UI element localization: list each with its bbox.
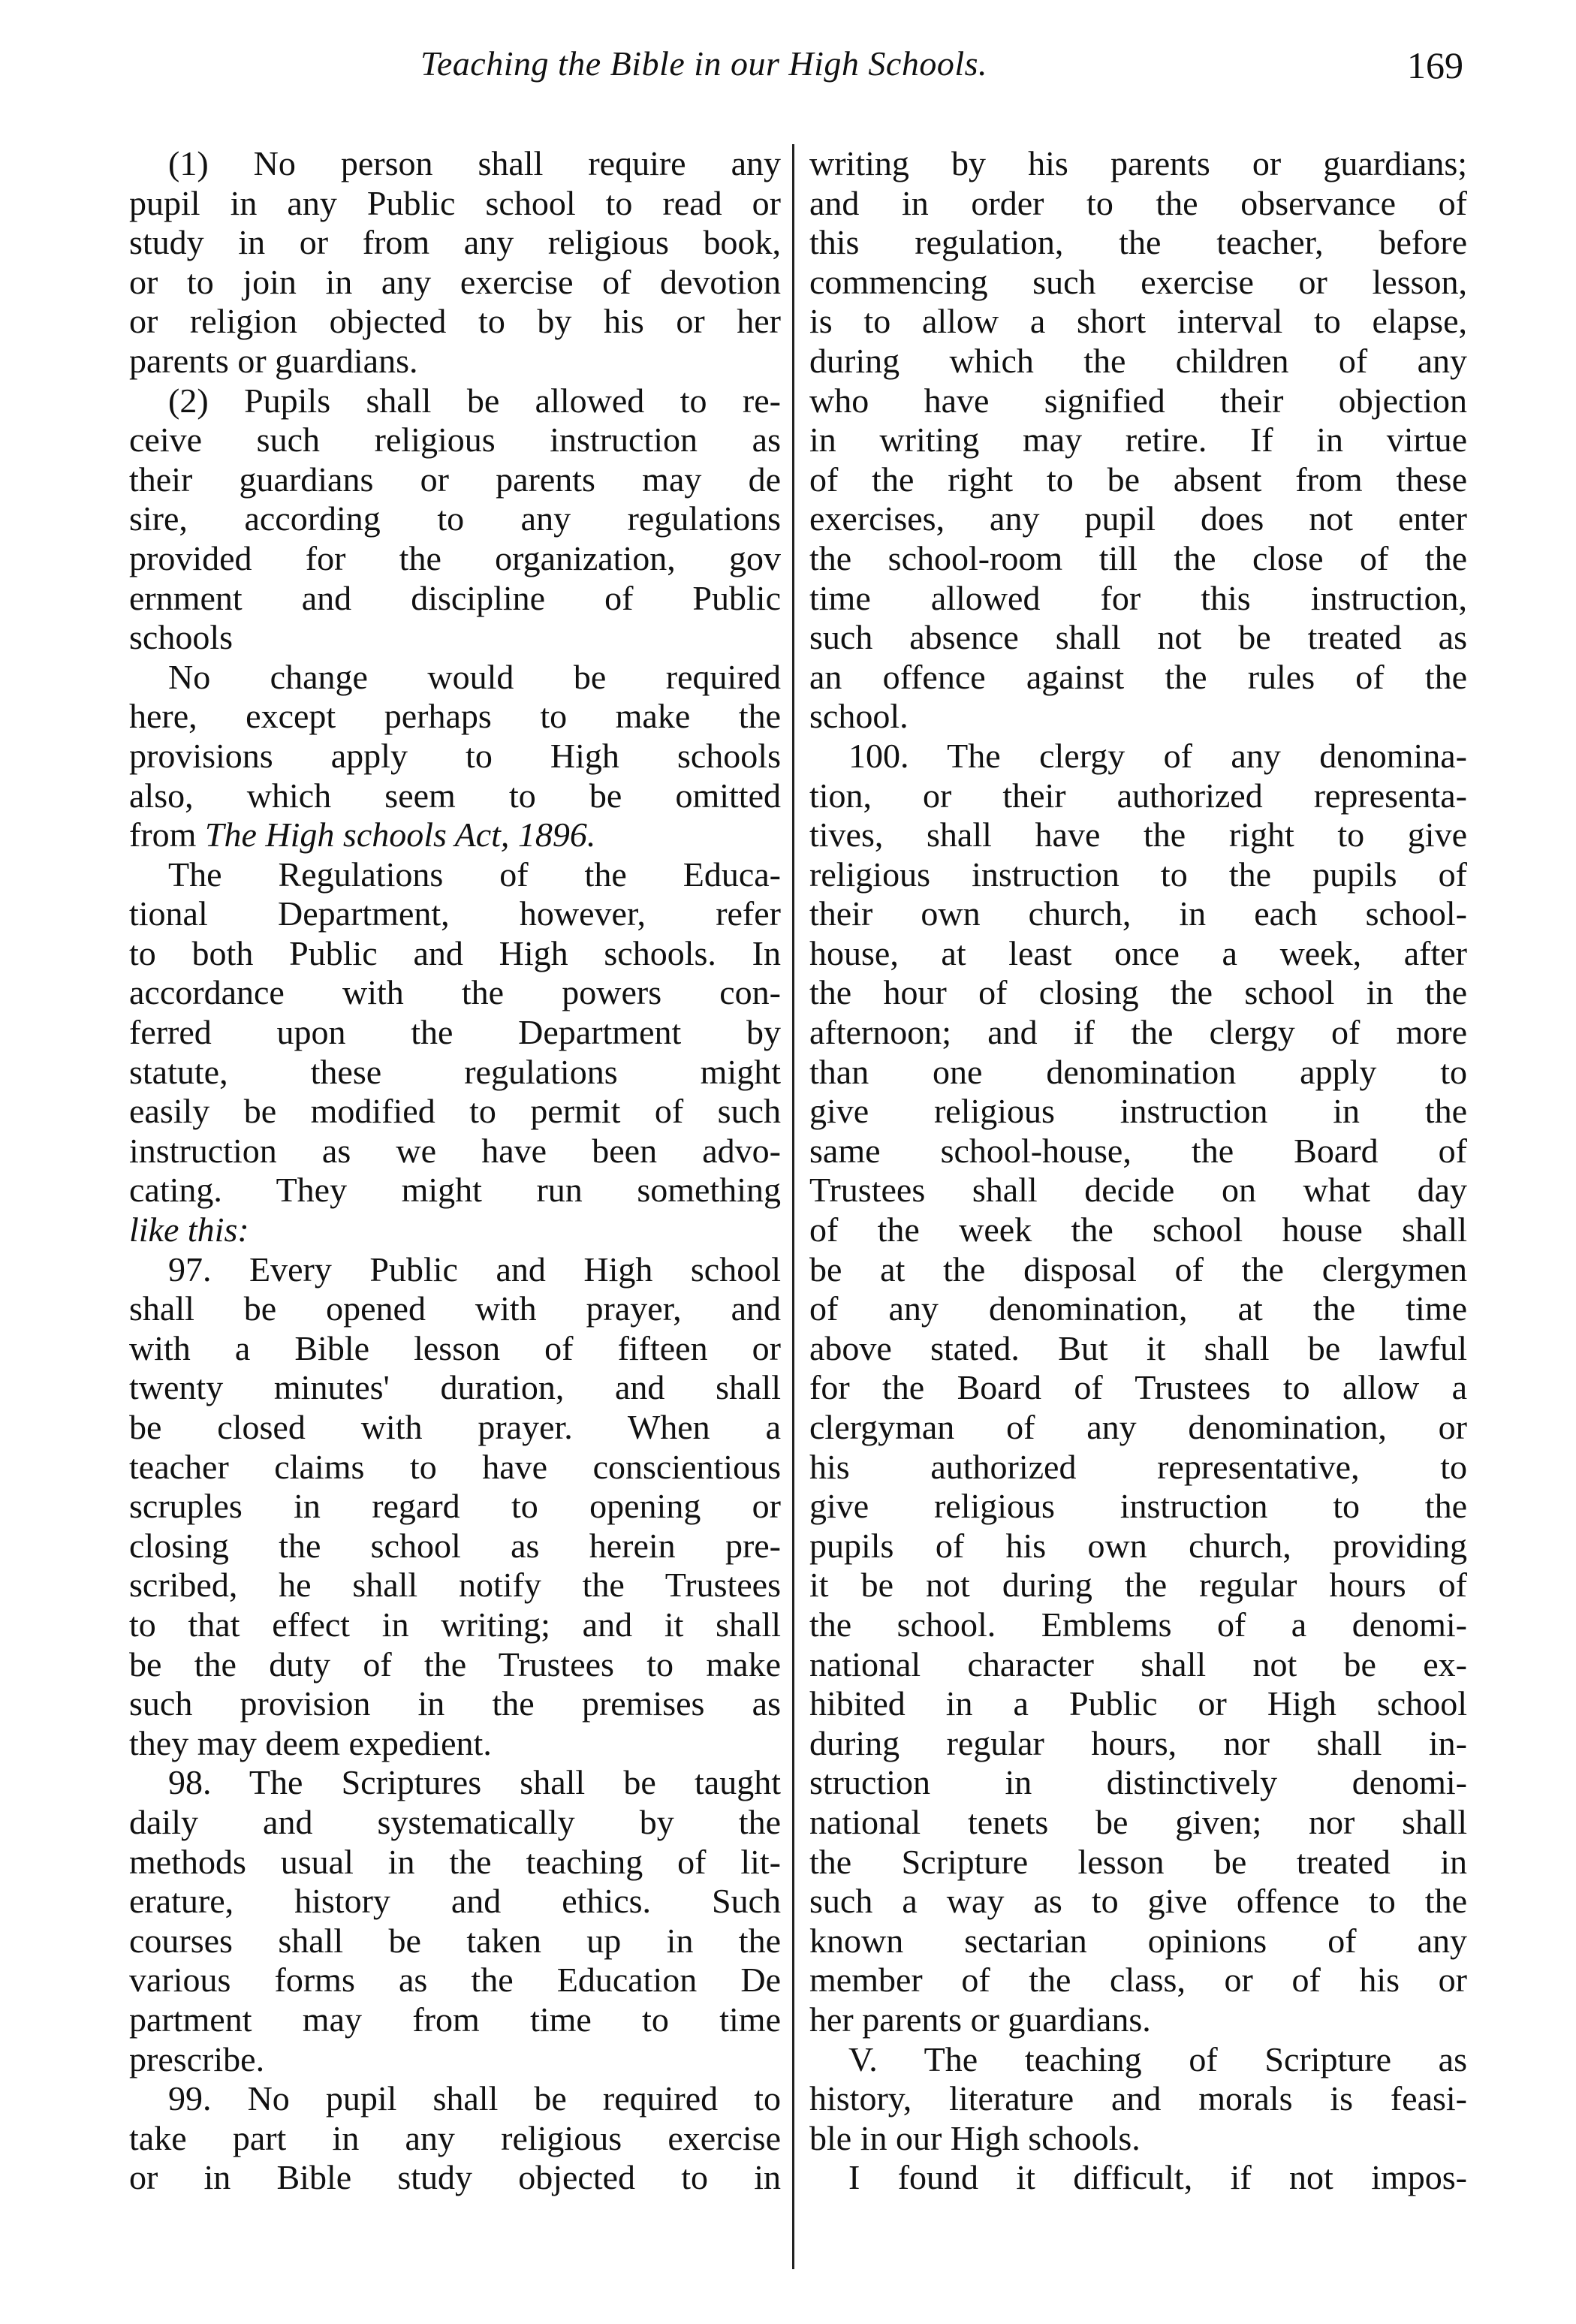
text-run: it be not during the regular hours of — [809, 1566, 1467, 1605]
text-line — [809, 342, 1467, 381]
text-run: such absence shall not be treated as — [809, 618, 1467, 657]
text-run: I found it difficult, if not impos- — [848, 2158, 1467, 2197]
text-line — [809, 1605, 1467, 1645]
text-line — [809, 144, 1467, 184]
text-line — [129, 1210, 781, 1250]
text-line — [809, 1487, 1467, 1527]
text-run: provided for the organization, gov — [129, 538, 781, 577]
text-line — [129, 1724, 781, 1764]
text-run: the school. Emblems of a denomi- — [809, 1605, 1467, 1644]
italic-text: like this: — [129, 1210, 249, 1249]
text-line — [809, 1448, 1467, 1488]
text-line — [129, 855, 781, 895]
text-run: sire, according to any regulations — [129, 499, 781, 538]
text-run: afternoon; and if the clergy of more — [809, 1013, 1467, 1052]
text-line — [129, 1684, 781, 1724]
text-run: clergyman of any denomination, or — [809, 1408, 1467, 1446]
text-line — [129, 658, 781, 698]
text-run: 100. The clergy of any denomina- — [848, 736, 1467, 775]
text-line — [129, 263, 781, 303]
text-line — [129, 1882, 781, 1922]
text-run: during which the children of any — [809, 341, 1467, 380]
text-line — [129, 1368, 781, 1408]
text-line — [129, 1605, 781, 1645]
text-line — [809, 460, 1467, 500]
text-run: or religion objected to by his or her — [129, 302, 781, 341]
text-line — [129, 1250, 781, 1290]
text-line — [809, 894, 1467, 934]
text-line — [129, 302, 781, 342]
text-line — [809, 1132, 1467, 1171]
text-line — [129, 1803, 781, 1843]
text-line — [129, 144, 781, 184]
text-line — [129, 1487, 781, 1527]
text-run: give religious instruction to the — [809, 1487, 1467, 1526]
text-line — [809, 1053, 1467, 1093]
text-line — [809, 1527, 1467, 1566]
text-line — [809, 263, 1467, 303]
text-run: scruples in regard to opening or — [129, 1487, 781, 1526]
text-run: time allowed for this instruction, — [809, 578, 1467, 617]
text-line — [809, 184, 1467, 224]
text-line — [809, 223, 1467, 263]
text-line — [809, 1013, 1467, 1053]
text-run: give religious instruction in the — [809, 1092, 1467, 1131]
text-line — [129, 1922, 781, 1961]
text-line — [129, 697, 781, 737]
text-line — [809, 1289, 1467, 1329]
text-line — [129, 2158, 781, 2198]
text-run: national character shall not be ex- — [809, 1644, 1467, 1683]
text-run: such provision in the premises as — [129, 1684, 781, 1723]
text-run: take part in any religious exercise — [129, 2118, 781, 2157]
text-run: than one denomination apply to — [809, 1052, 1467, 1091]
column-divider — [792, 144, 794, 2269]
text-line — [129, 1961, 781, 2000]
text-line — [129, 1408, 781, 1448]
text-run: of any denomination, at the time — [809, 1289, 1467, 1328]
text-line — [809, 737, 1467, 776]
text-line — [809, 1645, 1467, 1685]
text-line — [809, 499, 1467, 539]
text-run: partment may from time to time — [129, 2000, 781, 2039]
text-line — [129, 618, 781, 658]
text-line — [809, 579, 1467, 619]
text-line — [129, 381, 781, 421]
text-run: to both Public and High schools. In — [129, 933, 781, 972]
text-run: also, which seem to be omitted — [129, 776, 781, 815]
text-line — [809, 302, 1467, 342]
text-run: erature, history and ethics. Such — [129, 1882, 781, 1921]
text-line — [129, 2000, 781, 2040]
text-line — [809, 2119, 1467, 2159]
text-line — [129, 579, 781, 619]
text-run: provisions apply to High schools — [129, 736, 781, 775]
text-line — [129, 499, 781, 539]
text-line — [129, 342, 781, 381]
text-run: study in or from any religious book, — [129, 223, 781, 262]
text-run: the hour of closing the school in the — [809, 973, 1467, 1012]
text-run: ceive such religious instruction as — [129, 420, 781, 460]
text-run: tional Department, however, refer — [129, 894, 781, 933]
text-run: parents or guardians. — [129, 341, 418, 380]
text-line — [809, 618, 1467, 658]
text-line — [809, 1171, 1467, 1210]
text-line — [129, 1013, 781, 1053]
text-run: with a Bible lesson of fifteen or — [129, 1328, 781, 1367]
text-line — [129, 1448, 781, 1488]
text-line — [809, 1922, 1467, 1961]
text-run: school. — [809, 697, 909, 736]
running-title: Teaching the Bible in our High Schools. — [420, 44, 988, 83]
text-run: the school-room till the close of the — [809, 538, 1467, 577]
text-line — [809, 973, 1467, 1013]
text-line — [809, 1961, 1467, 2000]
text-run: tives, shall have the right to give — [809, 815, 1467, 855]
text-line — [809, 1408, 1467, 1448]
text-run: of the right to be absent from these — [809, 460, 1467, 499]
text-line — [129, 539, 781, 579]
text-line — [809, 2079, 1467, 2119]
text-line — [809, 1763, 1467, 1803]
text-run: ferred upon the Department by — [129, 1013, 781, 1052]
text-run: statute, these regulations might — [129, 1052, 781, 1091]
text-line — [809, 855, 1467, 895]
text-line — [129, 776, 781, 816]
text-run: daily and systematically by the — [129, 1802, 781, 1841]
text-run: twenty minutes' duration, and shall — [129, 1368, 781, 1407]
text-run: history, literature and morals is feasi- — [809, 2079, 1467, 2118]
text-line — [809, 2000, 1467, 2040]
text-run: their own church, in each school- — [809, 894, 1467, 933]
text-line — [809, 420, 1467, 460]
text-run: national tenets be given; nor shall — [809, 1802, 1467, 1841]
text-run: during regular hours, nor shall in- — [809, 1723, 1467, 1762]
text-line — [129, 1053, 781, 1093]
text-run: various forms as the Education De — [129, 1961, 781, 2000]
text-run: accordance with the powers con- — [129, 973, 781, 1012]
text-run: from — [129, 815, 205, 855]
text-line — [809, 539, 1467, 579]
text-line — [809, 697, 1467, 737]
text-line — [129, 2079, 781, 2119]
text-run: ble in our High schools. — [809, 2118, 1141, 2157]
text-run: her parents or guardians. — [809, 2000, 1151, 2039]
text-line — [129, 1843, 781, 1882]
text-run: in writing may retire. If in virtue — [809, 420, 1467, 460]
text-run: be closed with prayer. When a — [129, 1408, 781, 1446]
text-run: closing the school as herein pre- — [129, 1526, 781, 1565]
text-run: commencing such exercise or lesson, — [809, 262, 1467, 301]
right-column — [809, 144, 1467, 2198]
text-run: the Scripture lesson be treated in — [809, 1842, 1467, 1881]
text-run: same school-house, the Board of — [809, 1131, 1467, 1170]
text-run: pupil in any Public school to read or — [129, 183, 781, 222]
text-run: scribed, he shall notify the Trustees — [129, 1566, 781, 1605]
text-line — [809, 381, 1467, 421]
text-run: teacher claims to have conscientious — [129, 1447, 781, 1486]
text-run: easily be modified to permit of such — [129, 1092, 781, 1131]
text-line — [809, 1684, 1467, 1724]
text-line — [809, 776, 1467, 816]
text-run: and in order to the observance of — [809, 183, 1467, 222]
text-line — [129, 2119, 781, 2159]
text-run: ernment and discipline of Public — [129, 578, 781, 617]
left-column — [129, 144, 781, 2198]
text-line — [129, 460, 781, 500]
text-line — [809, 1803, 1467, 1843]
text-run: courses shall be taken up in the — [129, 1921, 781, 1960]
text-run: methods usual in the teaching of lit- — [129, 1842, 781, 1881]
text-run: his authorized representative, to — [809, 1447, 1467, 1486]
text-run: instruction as we have been advo- — [129, 1131, 781, 1170]
text-run: tion, or their authorized representa- — [809, 776, 1467, 815]
text-line — [129, 223, 781, 263]
text-run: house, at least once a week, after — [809, 933, 1467, 972]
text-run: shall be opened with prayer, and — [129, 1289, 781, 1328]
text-line — [809, 1882, 1467, 1922]
text-run: schools — [129, 618, 233, 657]
text-line — [809, 1566, 1467, 1605]
text-line — [809, 1250, 1467, 1290]
text-line — [129, 1566, 781, 1605]
text-line — [129, 1132, 781, 1171]
text-run: hibited in a Public or High school — [809, 1684, 1467, 1723]
text-run: this regulation, the teacher, before — [809, 223, 1467, 262]
text-run: here, except perhaps to make the — [129, 697, 781, 736]
text-run: such a way as to give offence to the — [809, 1882, 1467, 1921]
text-line — [809, 815, 1467, 855]
text-line — [129, 1645, 781, 1685]
text-run: be at the disposal of the clergymen — [809, 1249, 1467, 1289]
text-run: pupils of his own church, providing — [809, 1526, 1467, 1565]
text-run: cating. They might run something — [129, 1171, 781, 1210]
text-line — [809, 1843, 1467, 1882]
text-run: to that effect in writing; and it shall — [129, 1605, 781, 1644]
text-line — [129, 184, 781, 224]
text-line — [129, 420, 781, 460]
text-run: The Regulations of the Educa- — [168, 855, 781, 894]
text-line — [809, 1210, 1467, 1250]
text-run: known sectarian opinions of any — [809, 1921, 1467, 1960]
text-line — [809, 658, 1467, 698]
text-run: or in Bible study objected to in — [129, 2158, 781, 2197]
text-line — [129, 894, 781, 934]
text-line — [129, 1092, 781, 1132]
text-line — [129, 1289, 781, 1329]
text-run: above stated. But it shall be lawful — [809, 1328, 1467, 1367]
text-line — [809, 2158, 1467, 2198]
text-line — [129, 1763, 781, 1803]
text-run: (2) Pupils shall be allowed to re- — [168, 381, 781, 420]
text-line — [129, 1171, 781, 1210]
italic-text: The High schools Act, 1896. — [204, 815, 596, 855]
text-line — [129, 815, 781, 855]
text-run: member of the class, or of his or — [809, 1961, 1467, 2000]
text-line — [809, 1724, 1467, 1764]
text-run: is to allow a short interval to elapse, — [809, 302, 1467, 341]
text-line — [129, 2040, 781, 2080]
text-run: (1) No person shall require any — [168, 144, 781, 182]
text-line — [809, 934, 1467, 974]
text-run: an offence against the rules of the — [809, 657, 1467, 696]
text-run: exercises, any pupil does not enter — [809, 499, 1467, 538]
text-run: writing by his parents or guardians; — [809, 144, 1467, 182]
text-run: for the Board of Trustees to allow a — [809, 1368, 1467, 1407]
text-run: of the week the school house shall — [809, 1210, 1467, 1249]
text-line — [129, 934, 781, 974]
text-line — [809, 1092, 1467, 1132]
text-run: No change would be required — [168, 657, 781, 696]
text-run: 99. No pupil shall be required to — [168, 2079, 781, 2118]
text-run: struction in distinctively denomi- — [809, 1763, 1467, 1802]
text-run: 97. Every Public and High school — [168, 1249, 781, 1289]
text-run: 98. The Scriptures shall be taught — [168, 1763, 781, 1802]
text-run: V. The teaching of Scripture as — [848, 2039, 1467, 2078]
page-number: 169 — [1407, 44, 1463, 86]
text-line — [809, 1329, 1467, 1369]
text-run: they may deem expedient. — [129, 1723, 492, 1762]
text-run: religious instruction to the pupils of — [809, 855, 1467, 894]
text-run: Trustees shall decide on what day — [809, 1171, 1467, 1210]
text-line — [129, 737, 781, 776]
text-run: prescribe. — [129, 2039, 265, 2078]
text-line — [809, 1368, 1467, 1408]
text-line — [129, 973, 781, 1013]
text-run: who have signified their objection — [809, 381, 1467, 420]
text-line — [129, 1329, 781, 1369]
text-run: be the duty of the Trustees to make — [129, 1644, 781, 1683]
text-run: their guardians or parents may de — [129, 460, 781, 499]
text-run: or to join in any exercise of devotion — [129, 262, 781, 301]
text-line — [809, 2040, 1467, 2080]
text-line — [129, 1527, 781, 1566]
